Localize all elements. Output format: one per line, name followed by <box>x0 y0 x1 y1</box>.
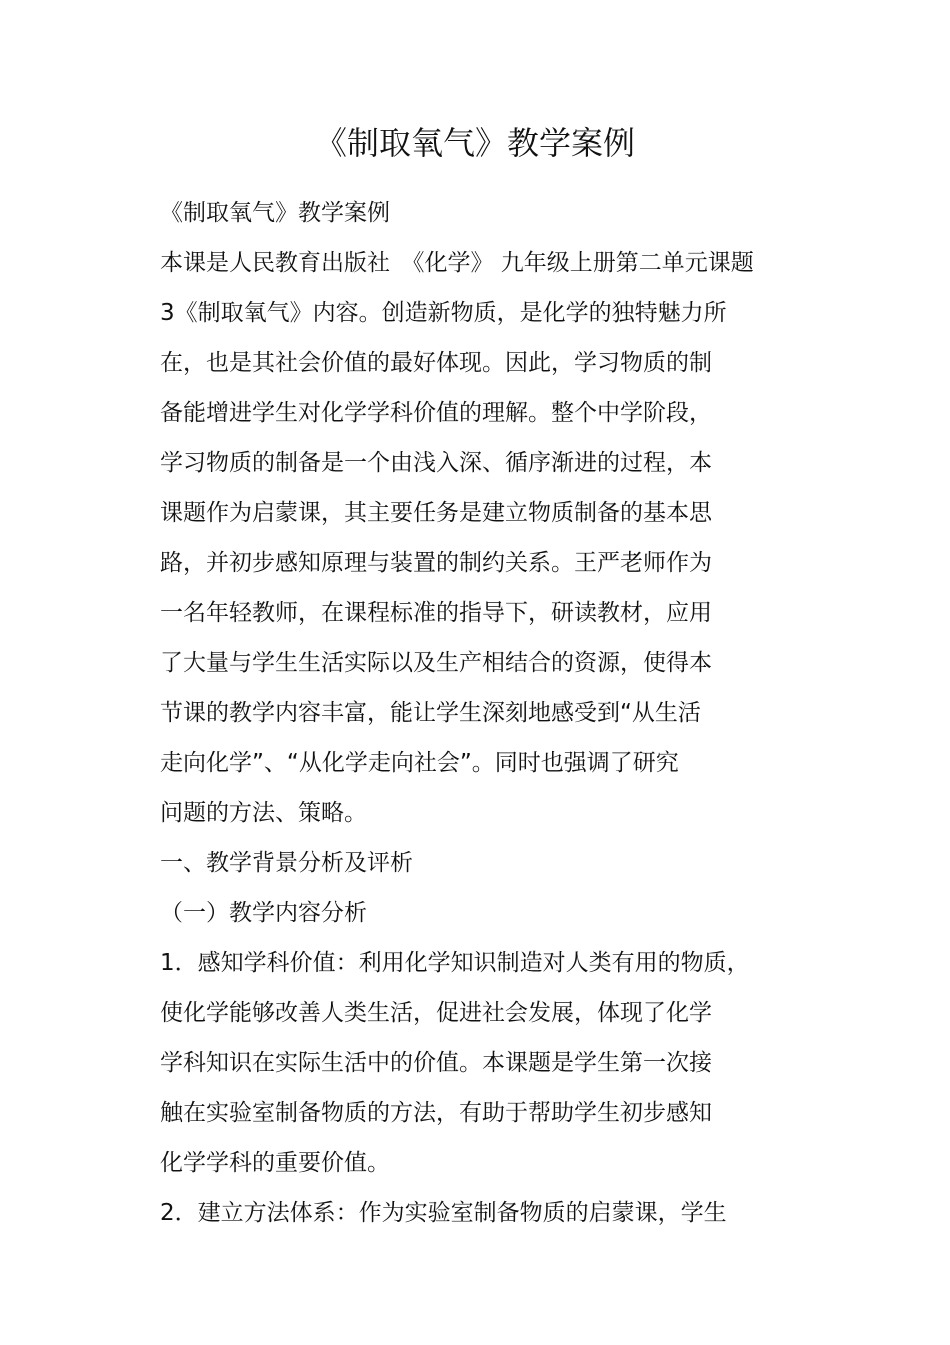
paragraph-line: 课题作为启蒙课，其主要任务是建立物质制备的基本思 <box>160 500 712 526</box>
list-item-line: 2．建立方法体系：作为实验室制备物质的启蒙课，学生 <box>160 1200 727 1226</box>
paragraph-line: 备能增进学生对化学学科价值的理解。整个中学阶段， <box>160 400 712 426</box>
paragraph-line: 3《制取氧气》内容。创造新物质，是化学的独特魅力所 <box>160 300 727 326</box>
document-title: 《制取氧气》教学案例 <box>314 124 635 162</box>
subtitle-line: 《制取氧气》教学案例 <box>160 200 390 226</box>
paragraph-line: 使化学能够改善人类生活，促进社会发展，体现了化学 <box>160 1000 712 1026</box>
subsection-heading: （一）教学内容分析 <box>160 900 367 926</box>
paragraph-line: 问题的方法、策略。 <box>160 800 367 826</box>
document-body <box>160 188 800 1238</box>
paragraph-line: 学习物质的制备是一个由浅入深、循序渐进的过程，本 <box>160 450 712 476</box>
paragraph-line: 节课的教学内容丰富，能让学生深刻地感受到“从生活 <box>160 700 701 726</box>
list-item-line: 1．感知学科价值：利用化学知识制造对人类有用的物质， <box>160 950 750 976</box>
section-heading: 一、教学背景分析及评析 <box>160 850 413 876</box>
paragraph-line: 路，并初步感知原理与装置的制约关系。王严老师作为 <box>160 550 712 576</box>
paragraph-line: 在，也是其社会价值的最好体现。因此，学习物质的制 <box>160 350 712 376</box>
paragraph-line: 本课是人民教育出版社 《化学》 九年级上册第二单元课题 <box>160 250 754 276</box>
paragraph-line: 走向化学”、“从化学走向社会”。同时也强调了研究 <box>160 750 679 776</box>
paragraph-line: 了大量与学生生活实际以及生产相结合的资源，使得本 <box>160 650 712 676</box>
paragraph-line: 化学学科的重要价值。 <box>160 1150 390 1176</box>
paragraph-line: 触在实验室制备物质的方法，有助于帮助学生初步感知 <box>160 1100 712 1126</box>
paragraph-line: 一名年轻教师，在课程标准的指导下，研读教材，应用 <box>160 600 712 626</box>
paragraph-line: 学科知识在实际生活中的价值。本课题是学生第一次接 <box>160 1050 712 1076</box>
